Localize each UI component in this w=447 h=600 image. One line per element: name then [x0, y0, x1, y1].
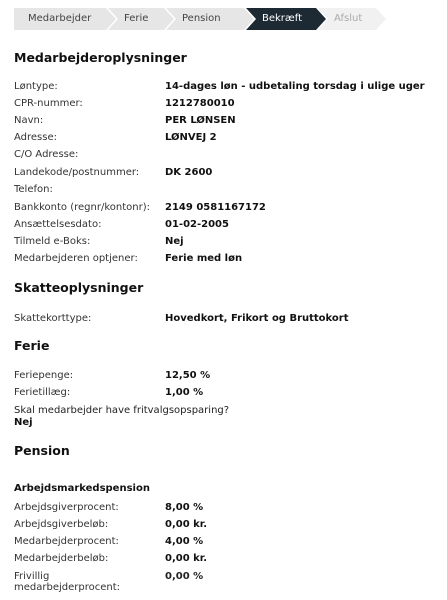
row-value: 0,00 kr.: [165, 519, 208, 530]
row-label: Skattekorttype:: [14, 313, 92, 324]
row-label: Arbejdsgiverbeløb:: [14, 519, 109, 530]
info-row-name: [14, 114, 236, 128]
row-label: Løntype:: [14, 81, 58, 92]
info-row-address: [14, 131, 217, 145]
row-value: DK 2600: [165, 167, 213, 178]
row-label: Bankkonto (regnr/kontonr):: [14, 202, 150, 213]
info-row-eboks: [14, 235, 184, 249]
info-row-earns: [14, 252, 242, 266]
row-value: 8,00 %: [165, 502, 204, 513]
info-row-postal: [14, 166, 212, 180]
row-label: Navn:: [14, 115, 44, 126]
tax-row-card-type: [14, 312, 349, 326]
row-value: 12,50 %: [165, 370, 211, 381]
pension-row-employee-amount: [14, 552, 207, 566]
wizard-step-bekraeft[interactable]: Bekræft: [246, 8, 316, 30]
holiday-answer: Nej: [14, 417, 33, 428]
row-label: Landekode/postnummer:: [14, 167, 140, 178]
pension-row-employee-pct: [14, 535, 203, 549]
row-label: Feriepenge:: [14, 370, 74, 381]
row-label: Telefon:: [14, 184, 53, 195]
row-label: Ferietillæg:: [14, 387, 71, 398]
info-row-cpr: [14, 97, 235, 111]
row-value: PER LØNSEN: [165, 115, 236, 126]
row-value: LØNVEJ 2: [165, 132, 217, 143]
row-value: 1,00 %: [165, 387, 204, 398]
holiday-row-ferietillaeg: [14, 386, 203, 400]
info-row-phone: [14, 183, 165, 197]
row-label: Arbejdsgiverprocent:: [14, 502, 119, 513]
row-value: 4,00 %: [165, 536, 204, 547]
wizard-steps: [14, 8, 376, 30]
row-value: Hovedkort, Frikort og Bruttokort: [165, 313, 349, 324]
row-value: 01-02-2005: [165, 219, 229, 230]
row-label: CPR-nummer:: [14, 98, 83, 109]
row-value: 1212780010: [165, 98, 235, 109]
row-value: 14-dages løn - udbetaling torsdag i ulige uger: [165, 81, 425, 92]
row-label: Medarbejderen optjener:: [14, 253, 138, 264]
row-label: Tilmeld e-Boks:: [14, 236, 91, 247]
employee-heading: Medarbejderoplysninger: [14, 50, 187, 65]
row-label: C/O Adresse:: [14, 149, 79, 160]
pension-heading: Pension: [14, 443, 70, 458]
row-value: 0,00 kr.: [165, 553, 208, 564]
wizard-step-afslut: Afslut: [318, 8, 376, 30]
pension-subheading: Arbejdsmarkedspension: [14, 483, 150, 494]
row-label: Medarbejderprocent:: [14, 536, 119, 547]
pension-row-employer-pct: [14, 501, 203, 515]
row-label: Medarbejderbeløb:: [14, 553, 109, 564]
row-value: 2149 0581167172: [165, 202, 266, 213]
info-row-employment-date: [14, 218, 229, 232]
pension-row-employer-amount: [14, 518, 207, 532]
pension-voluntary-value: 0,00 %: [165, 571, 204, 582]
tax-heading: Skatteoplysninger: [14, 280, 144, 295]
holiday-heading: Ferie: [14, 338, 50, 353]
holiday-row-feriepenge: [14, 369, 210, 383]
pension-voluntary-label: Frivillig medarbejderprocent:: [14, 571, 121, 593]
wizard-step-pension[interactable]: Pension: [166, 8, 244, 30]
info-row-bank: [14, 201, 266, 215]
holiday-question: Skal medarbejder have fritvalgsopsparing?: [14, 405, 230, 416]
wizard-step-medarbejder[interactable]: Medarbejder: [14, 8, 106, 30]
row-label: Ansættelsesdato:: [14, 219, 102, 230]
row-label: Adresse:: [14, 132, 57, 143]
row-value: Ferie med løn: [165, 253, 243, 264]
info-row-loentype: [14, 80, 425, 94]
info-row-co-address: [14, 148, 165, 162]
row-value: Nej: [165, 236, 184, 247]
wizard-step-ferie[interactable]: Ferie: [108, 8, 164, 30]
